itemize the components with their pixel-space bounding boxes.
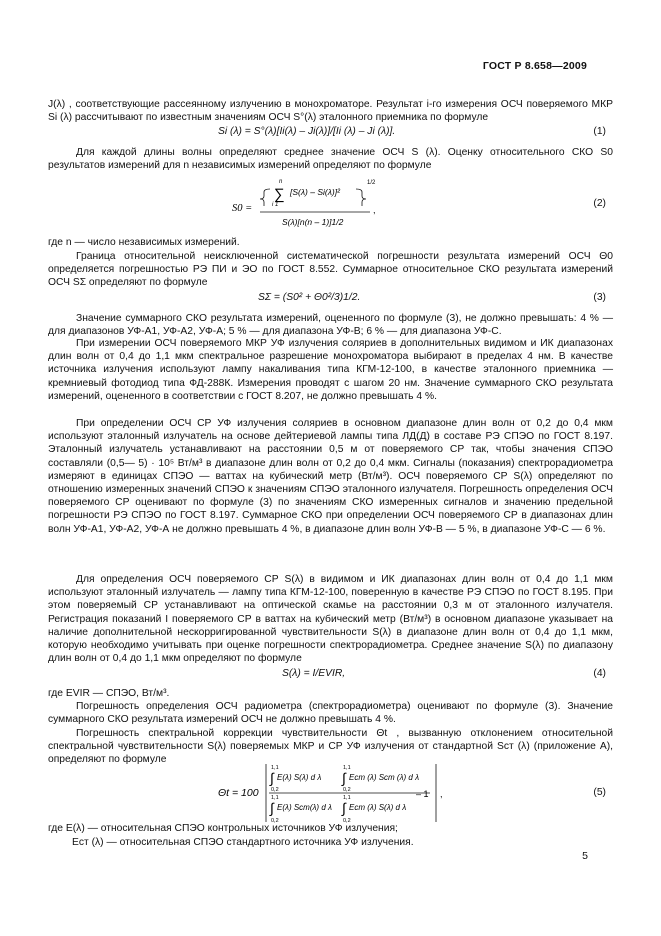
denominator-term-1: E(λ) Sст(λ) d λ <box>277 803 332 812</box>
svg-text:,: , <box>373 205 376 215</box>
formula-2-exponent: 1/2 <box>367 180 376 186</box>
integral-icon: ∫ <box>342 800 346 816</box>
paragraph-8: Для определения ОСЧ поверяемого СР S(λ) в видимом и ИК диапазонах длин волн от 0,4 до 1,1 мкм используют эталонный излучатель — лампу типа КГМ-12-100, поверенную в качестве РЭ СПЭО по ГОСТ 8.195. При этом поверяемый СР устанавливают на оптической скамье на расстоянии 0,3 м от эталонного излучателя. Регистрация показаний I поверяемого СР в ваттах на кубический метр (Вт/м³) в основном диапазоне указывает на наличие дополнительной нескорригированной чувствительности S(λ) в диапазоне длин волн от 0,4 до 1,1 мкм, которую необходимо учитывать при оценке погрешности спектрорадиометра. Среднее значение S(λ) по диапазону длин волн от 0,4 до 1,1 мкм определяют по формуле <box>48 574 613 665</box>
sum-lower-limit: i 1 <box>272 202 279 208</box>
paragraph-4: Граница относительной неисключенной систематической погрешности результата измерений ОСЧ Θ0 определяется погрешностью РЭ ПИ и ЭО по ГОСТ 8.552. Суммарное относительное СКО результата измерений ОСЧ SΣ определяют по формуле <box>48 251 613 289</box>
formula-5-lhs: Θt = 100 <box>218 787 259 799</box>
integral-icon: ∫ <box>342 770 346 786</box>
paragraph-6: При измерении ОСЧ поверяемого МКР УФ излучения соляриев в дополнительных видимом и ИК диапазонах длин волн от 0,4 до 1,1 мкм спектральное разрешение монохроматора выбирают в пределах 4 нм. В качестве источника излучения используют лампу накаливания типа КГМ-12-100, в качестве эталонного приемника — кремниевый фотодиод типа ФД-288К. Измерения проводят с шагом 20 нм. Значение суммарного СКО результата измерений, оцененного в соответствии с ГОСТ 8.207, не должно превышать 4 %. <box>48 338 613 402</box>
paragraph-13: Eст (λ) — относительная СПЭО стандартного источника УФ излучения. <box>72 837 414 848</box>
equation-number-1: (1) <box>593 126 606 137</box>
numerator-term-2: Eст (λ) Sст (λ) d λ <box>349 773 420 782</box>
paragraph-12: где E(λ) — относительная СПЭО контрольных источников УФ излучения; <box>48 823 398 834</box>
int-upper-2: 1,1 <box>343 765 351 771</box>
formula-1: Si (λ) = S°(λ)[Ii(λ) – Ji(λ)]/[Ii (λ) – Ji (λ)]. <box>218 126 396 137</box>
paragraph-11: Погрешность спектральной коррекции чувствительности Θt , вызванную отклонением относительной спектральной чувствительности S(λ) поверяемых МКР и СР УФ излучения от стандартной Sст (λ) (приложение А), определяют по формуле <box>48 728 613 766</box>
int-lower-1: 0,2 <box>271 787 279 793</box>
formula-2-graphic <box>232 175 392 233</box>
int-lower-3: 0,2 <box>271 818 279 824</box>
integral-icon: ∫ <box>270 800 274 816</box>
paragraph-1: J(λ) , соответствующие рассеянному излучению в монохроматоре. Результат i-го измерения ОСЧ поверяемого МКР Si (λ) рассчитывают по известным значениям ОСЧ S°(λ) эталонного приемника по формуле <box>48 99 613 124</box>
denominator-term-2: Eст (λ) S(λ) d λ <box>349 803 407 812</box>
sigma-icon: ∑ <box>274 186 285 203</box>
sum-upper-limit: n <box>279 179 283 185</box>
equation-number-3: (3) <box>593 292 606 303</box>
int-lower-2: 0,2 <box>343 787 351 793</box>
formula-5-graphic <box>218 760 458 826</box>
svg-text:,: , <box>440 789 443 799</box>
formula-2-numerator: [S(λ) – Si(λ)]² <box>290 187 340 197</box>
formula-2-denominator: S(λ)[n(n – 1)]1/2 <box>282 217 344 227</box>
formula-2 <box>232 175 392 233</box>
formula-5 <box>218 760 458 826</box>
document-header: ГОСТ Р 8.658—2009 <box>482 60 587 72</box>
brace-right-icon <box>356 189 366 206</box>
int-upper-4: 1,1 <box>343 795 351 801</box>
paragraph-5: Значение суммарного СКО результата измерений, оцененного по формуле (3), не должно превышать: 4 % — для диапазонов УФ-А1, УФ-А2, УФ-А; 5 % — для диапазона УФ-В; 6 % — для диапазона УФ-С. <box>48 313 613 338</box>
paragraph-9: где EVIR — СПЭО, Вт/м³. <box>48 688 170 699</box>
paragraph-3: где n — число независимых измерений. <box>48 237 240 248</box>
integral-icon: ∫ <box>270 770 274 786</box>
int-upper-1: 1,1 <box>271 765 279 771</box>
formula-5-minus-one: – 1 <box>416 789 429 799</box>
page-number: 5 <box>582 850 588 862</box>
paragraph-7: При определении ОСЧ СР УФ излучения соляриев в основном диапазоне длин волн от 0,2 до 0,4 мкм используют эталонный излучатель на основе дейтериевой лампы типа ЛД(Д) в составе РЭ СПЭО по ГОСТ 8.197. Эталонный излучатель устанавливают на расстоянии 0,5 м от поверяемого СР так, чтобы значения СПЭО составляли (0,5— 5) · 10⁵ Вт/м³ в диапазоне длин волн от 0,2 до 0,4 мкм. Сигналы (показания) спектрорадиометра измеряют в единицах СПЭО — ваттах на кубический метр (Вт/м³). ОСЧ поверяемого СР S(λ) определяют по отношению измеренных значений СПЭО к значениям СПЭО эталонного излучателя. Погрешность определения ОСЧ поверяемого СР оценивают по формуле (3) по значениям СКО измеренных сигналов и значению предельной погрешности РЭ СПЭО по ГОСТ 8.197. Суммарное СКО при определении ОСЧ поверяемого СР в диапазонах длин волн УФ-А1, УФ-А2, УФ-А не должно превышать 4 %, в диапазоне длин волн УФ-В — 5 %, в диапазоне УФ-С — 6 %. <box>48 418 613 535</box>
formula-3: SΣ = (S0² + Θ0²/3)1/2. <box>258 292 361 303</box>
int-upper-3: 1,1 <box>271 795 279 801</box>
paragraph-10: Погрешность определения ОСЧ радиометра (спектрорадиометра) оценивают по формуле (3). Значение суммарного СКО результата измерений ОСЧ не должно превышать 4 %. <box>48 701 613 726</box>
int-lower-4: 0,2 <box>343 818 351 824</box>
numerator-term-1: E(λ) S(λ) d λ <box>277 773 322 782</box>
equation-number-5: (5) <box>593 787 606 798</box>
equation-number-2: (2) <box>593 198 606 209</box>
paragraph-2: Для каждой длины волны определяют среднее значение ОСЧ S (λ). Оценку относительного СКО S0 результатов измерений для n независимых измерений определяют по формуле <box>48 147 613 172</box>
brace-left-icon <box>260 189 270 206</box>
formula-4: S(λ) = I/EVIR, <box>282 668 346 679</box>
equation-number-4: (4) <box>593 668 606 679</box>
formula-2-lhs: S0 = <box>232 203 253 214</box>
